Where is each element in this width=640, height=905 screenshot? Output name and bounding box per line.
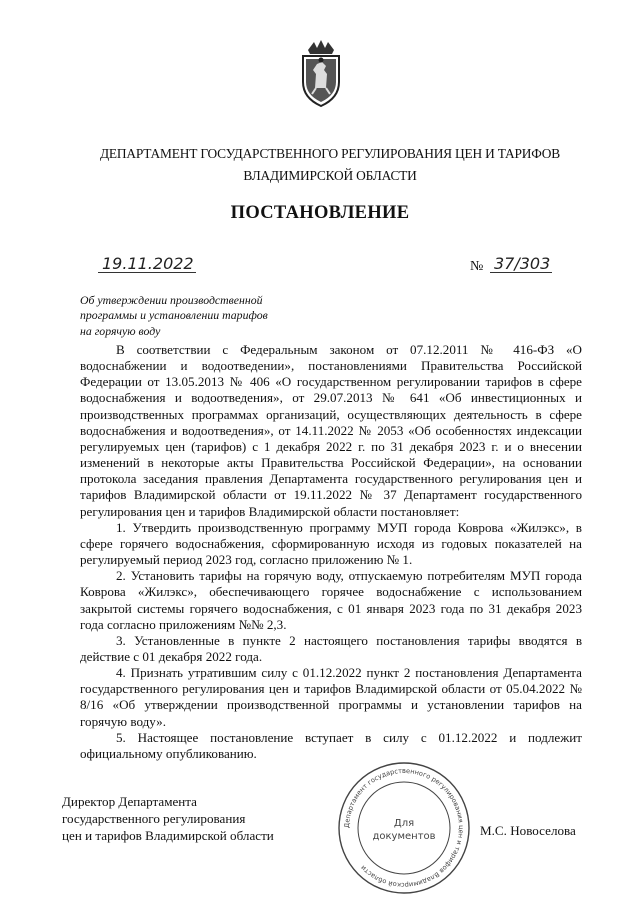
department-name-line2: ВЛАДИМИРСКОЙ ОБЛАСТИ <box>243 168 417 183</box>
document-body <box>80 342 582 762</box>
subject-line: на горячую воду <box>80 323 161 338</box>
clause-paragraph: 4. Признать утратившим силу с 01.12.2022 пункт 2 постановления Департамента государственного регулирования цен и тарифов Владимирской области от 05.04.2022 № 8/16 «Об утверждении производственной программы и установлении тарифов на горячую воду». <box>80 665 582 729</box>
number-underline <box>490 272 552 273</box>
stamp-center-line2: документов <box>372 831 436 842</box>
clause-paragraph: 3. Установленные в пункте 2 настоящего постановления тарифы вводятся в действие с 01 декабря 2022 года. <box>80 632 582 664</box>
stamp-center-line1: Для <box>393 818 415 829</box>
signatory-name: М.С. Новоселова <box>480 823 576 838</box>
document-date: 19.11.2022 <box>102 254 194 273</box>
clause-paragraph: 1. Утвердить производственную программу МУП города Коврова «Жилэкс», в сфере горячего водоснабжения, сформированную исходя из годовых показателей на регулируемый период 2023 год, согласно приложению № 1. <box>80 519 582 568</box>
signatory-title-line1: Директор Департамента <box>62 794 197 809</box>
clause-paragraph: 2. Установить тарифы на горячую воду, отпускаемую потребителям МУП города Коврова «Жилэкс», обеспечивающего горячее водоснабжение с использованием закрытой системы горячего водоснабжения, с 01 января 2023 года по 31 декабря 2023 года согласно приложениям №№ 2,3. <box>80 568 582 632</box>
document-subject <box>80 293 310 339</box>
number-prefix: № <box>470 259 484 274</box>
stamp-ring-text: Департамент государственного регулирования цен и тарифов Владимирской области <box>342 766 466 890</box>
document-title: ПОСТАНОВЛЕНИЕ <box>230 203 410 223</box>
official-stamp <box>336 760 472 896</box>
date-underline <box>98 272 196 273</box>
coat-of-arms-emblem <box>296 38 346 108</box>
preamble-paragraph: В соответствии с Федеральным законом от 07.12.2011 № 416-ФЗ «О водоснабжении и водоотведении», постановлениями Правительства Российской Федерации от 13.05.2013 № 406 «О государственном регулировании тарифов в сфере водоснабжения и водоотведения», от 29.07.2013 № 641 «Об инвестиционных и производственных программах организаций, осуществляющих деятельность в сфере водоснабжения и водоотведения», от 14.11.2022 № 2053 «Об особенностях индексации регулируемых цен (тарифов) с 1 декабря 2022 г. по 31 декабря 2023 г. и о внесении изменений в некоторые акты Правительства Российской Федерации», на основании протокола заседания правления Департамента государственного регулирования цен и тарифов Владимирской области от 19.11.2022 № 37 Департамент государственного регулирования цен и тарифов Владимирской области постановляет: <box>80 342 582 519</box>
clause-paragraph: 5. Настоящее постановление вступает в силу с 01.12.2022 и подлежит официальному опубликованию. <box>80 729 582 761</box>
signatory-title-line3: цен и тарифов Владимирской области <box>62 828 274 843</box>
document-number: 37/303 <box>494 254 551 273</box>
signatory-title-line2: государственного регулирования <box>62 811 246 826</box>
subject-line: Об утверждении производственной <box>80 293 263 307</box>
department-name-line1: ДЕПАРТАМЕНТ ГОСУДАРСТВЕННОГО РЕГУЛИРОВАНИЯ ЦЕН И ТАРИФОВ <box>99 146 560 161</box>
subject-line: программы и установлении тарифов <box>80 308 268 323</box>
